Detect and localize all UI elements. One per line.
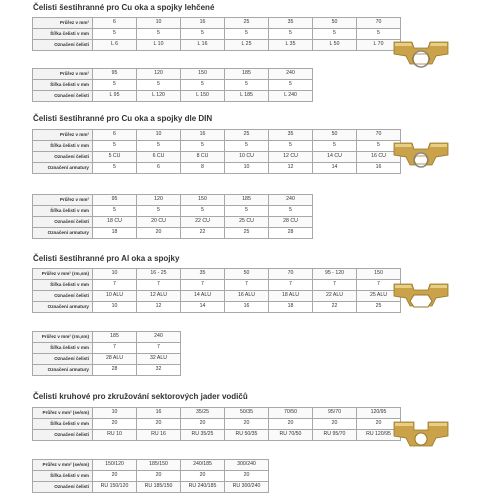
- row-label: Průřez v mm² (se/sm): [33, 460, 93, 471]
- table-cell: 7: [93, 343, 137, 354]
- table-cell: 10 CU: [225, 152, 269, 163]
- table-row: [33, 40, 401, 51]
- table-cell: 10: [137, 130, 181, 141]
- table-cell: 22 ALU: [313, 291, 357, 302]
- table-cell: 10: [93, 269, 137, 280]
- table-cell: 10: [93, 408, 137, 419]
- table-cell: 120: [137, 195, 181, 206]
- table-cell: 35: [181, 269, 225, 280]
- row-label: Šířka čelisti v mm: [33, 29, 93, 40]
- table-row: [33, 163, 401, 174]
- table-row: [33, 291, 401, 302]
- table-cell: 20: [357, 419, 401, 430]
- table-cell: L 240: [269, 91, 313, 102]
- table-cell: 12 CU: [269, 152, 313, 163]
- row-label: Šířka čelisti v mm: [33, 206, 93, 217]
- row-label: Průřez v mm² (rm,sm): [33, 332, 93, 343]
- row-label: Označení čelisti: [33, 91, 93, 102]
- table-cell: RU 70/50: [269, 430, 313, 441]
- table-cell: 5: [313, 29, 357, 40]
- row-label: Označení čelisti: [33, 430, 93, 441]
- table-cell: 28 ALU: [93, 354, 137, 365]
- table-row: [33, 471, 269, 482]
- row-label: Označení čelisti: [33, 482, 93, 493]
- table-cell: L 16: [181, 40, 225, 51]
- table-cell: 7: [313, 280, 357, 291]
- table-cell: 25 CU: [225, 217, 269, 228]
- table-row: [33, 152, 401, 163]
- table-cell: 95/70: [313, 408, 357, 419]
- table-cell: L 25: [225, 40, 269, 51]
- table-cell: 5: [181, 141, 225, 152]
- table-cell: 12 ALU: [137, 291, 181, 302]
- table-cell: 20: [93, 471, 137, 482]
- table-cell: 7: [357, 280, 401, 291]
- table-cell: RU 120/95: [357, 430, 401, 441]
- table-cell: 20: [181, 471, 225, 482]
- table-cell: L 95: [93, 91, 137, 102]
- table-cell: L 35: [269, 40, 313, 51]
- table-cell: 185/150: [137, 460, 181, 471]
- hexagonal-crimp-jaw-icon: [392, 135, 450, 175]
- table-cell: 16 CU: [357, 152, 401, 163]
- table-cell: 16: [225, 302, 269, 313]
- table-cell: L 70: [357, 40, 401, 51]
- table-cell: 35: [269, 18, 313, 29]
- table-cell: L 6: [93, 40, 137, 51]
- table-cell: 14 ALU: [181, 291, 225, 302]
- table-cell: 70/50: [269, 408, 313, 419]
- table-cell: 5: [137, 206, 181, 217]
- table-cell: 5 CU: [93, 152, 137, 163]
- table-cell: 5: [93, 29, 137, 40]
- row-label: Označení čelisti: [33, 354, 93, 365]
- row-label: Označení čelisti: [33, 217, 93, 228]
- row-label: Označení armatury: [33, 302, 93, 313]
- row-label: Označení armatury: [33, 365, 93, 376]
- table-cell: 18: [269, 302, 313, 313]
- table-row: [33, 18, 401, 29]
- table-cell: 5: [93, 206, 137, 217]
- section-title: Čelisti šestihranné pro Al oka a spojky: [33, 254, 180, 263]
- table-cell: 25: [225, 18, 269, 29]
- table-cell: RU 35/25: [181, 430, 225, 441]
- row-label: Šířka čelisti v mm: [33, 471, 93, 482]
- table-cell: 5: [225, 206, 269, 217]
- table-cell: 10: [93, 302, 137, 313]
- table-cell: L 185: [225, 91, 269, 102]
- table-cell: 16 - 25: [137, 269, 181, 280]
- table-cell: 14 CU: [313, 152, 357, 163]
- table-cell: 120/95: [357, 408, 401, 419]
- table-row: [33, 80, 313, 91]
- spec-table: [32, 459, 269, 493]
- table-cell: 185: [225, 195, 269, 206]
- table-cell: 6 CU: [137, 152, 181, 163]
- table-row: [33, 29, 401, 40]
- table-row: [33, 419, 401, 430]
- table-cell: 5: [357, 141, 401, 152]
- table-cell: RU 16: [137, 430, 181, 441]
- table-cell: 240: [269, 69, 313, 80]
- table-cell: 5: [225, 29, 269, 40]
- table-cell: 5: [269, 80, 313, 91]
- table-row: [33, 365, 181, 376]
- spec-table: [32, 129, 401, 174]
- row-label: Šířka čelisti v mm: [33, 343, 93, 354]
- table-cell: 20: [137, 419, 181, 430]
- table-cell: 8: [181, 163, 225, 174]
- table-cell: 14: [313, 163, 357, 174]
- table-cell: RU 95/70: [313, 430, 357, 441]
- table-cell: 95: [93, 69, 137, 80]
- row-label: Šířka čelisti v mm: [33, 419, 93, 430]
- table-cell: RU 300/240: [225, 482, 269, 493]
- row-label: Šířka čelisti v mm: [33, 80, 93, 91]
- table-cell: 6: [93, 18, 137, 29]
- table-cell: 35/25: [181, 408, 225, 419]
- table-cell: 20: [225, 419, 269, 430]
- table-cell: 18: [93, 228, 137, 239]
- table-cell: 7: [93, 280, 137, 291]
- table-row: [33, 354, 181, 365]
- table-row: [33, 141, 401, 152]
- table-cell: 32 ALU: [137, 354, 181, 365]
- table-row: [33, 228, 313, 239]
- table-cell: RU 185/150: [137, 482, 181, 493]
- table-cell: 240: [269, 195, 313, 206]
- table-cell: 70: [357, 130, 401, 141]
- table-cell: 5: [93, 163, 137, 174]
- table-cell: 28: [93, 365, 137, 376]
- table-row: [33, 332, 181, 343]
- table-cell: 8 CU: [181, 152, 225, 163]
- table-cell: 6: [93, 130, 137, 141]
- spec-table: [32, 194, 313, 239]
- section-title: Čelisti kruhové pro zkružování sektorových jader vodičů: [33, 392, 248, 401]
- table-cell: 150: [357, 269, 401, 280]
- table-cell: 16: [357, 163, 401, 174]
- table-cell: 5: [269, 29, 313, 40]
- table-row: [33, 195, 313, 206]
- table-cell: 5: [93, 80, 137, 91]
- table-cell: 5: [269, 206, 313, 217]
- table-row: [33, 91, 313, 102]
- table-cell: 7: [225, 280, 269, 291]
- table-cell: 25 ALU: [357, 291, 401, 302]
- spec-table: [32, 407, 401, 441]
- table-cell: 25: [357, 302, 401, 313]
- table-cell: 10 ALU: [93, 291, 137, 302]
- table-cell: 5: [313, 141, 357, 152]
- table-cell: 95: [93, 195, 137, 206]
- table-cell: 5: [137, 29, 181, 40]
- table-cell: 5: [137, 141, 181, 152]
- row-label: Šířka čelisti v mm: [33, 141, 93, 152]
- hexagonal-crimp-jaw-icon: [392, 34, 450, 74]
- row-label: Průřez v mm² (rm,sm): [33, 269, 93, 280]
- table-cell: 7: [269, 280, 313, 291]
- table-cell: 5: [93, 141, 137, 152]
- table-row: [33, 460, 269, 471]
- table-cell: 7: [137, 343, 181, 354]
- table-cell: RU 240/185: [181, 482, 225, 493]
- table-cell: 20: [313, 419, 357, 430]
- table-cell: 35: [269, 130, 313, 141]
- row-label: Průřez v mm²: [33, 69, 93, 80]
- table-row: [33, 430, 401, 441]
- table-row: [33, 269, 401, 280]
- table-cell: 300/240: [225, 460, 269, 471]
- table-cell: 16: [181, 130, 225, 141]
- table-row: [33, 206, 313, 217]
- table-cell: 5: [225, 141, 269, 152]
- table-cell: L 120: [137, 91, 181, 102]
- spec-table: [32, 68, 313, 102]
- table-cell: 32: [137, 365, 181, 376]
- row-label: Označení čelisti: [33, 40, 93, 51]
- table-cell: RU 50/35: [225, 430, 269, 441]
- table-cell: 7: [137, 280, 181, 291]
- table-cell: 5: [181, 29, 225, 40]
- spec-table: [32, 17, 401, 51]
- table-cell: 5: [269, 141, 313, 152]
- table-row: [33, 482, 269, 493]
- section-title: Čelisti šestihranné pro Cu oka a spojky dle DIN: [33, 114, 213, 123]
- table-cell: 20: [269, 419, 313, 430]
- row-label: Průřez v mm²: [33, 130, 93, 141]
- table-cell: 20: [137, 471, 181, 482]
- table-cell: 20: [181, 419, 225, 430]
- row-label: Průřez v mm²: [33, 195, 93, 206]
- table-cell: 16 ALU: [225, 291, 269, 302]
- table-row: [33, 343, 181, 354]
- table-cell: 95 - 120: [313, 269, 357, 280]
- hexagonal-crimp-jaw-icon: [392, 276, 450, 316]
- table-cell: L 10: [137, 40, 181, 51]
- table-cell: 10: [225, 163, 269, 174]
- table-row: [33, 130, 401, 141]
- table-cell: 20: [225, 471, 269, 482]
- row-label: Označení armatury: [33, 228, 93, 239]
- row-label: Šířka čelisti v mm: [33, 280, 93, 291]
- table-cell: RU 10: [93, 430, 137, 441]
- table-cell: 5: [181, 80, 225, 91]
- table-cell: 16: [137, 408, 181, 419]
- row-label: Označení čelisti: [33, 152, 93, 163]
- table-cell: 20 CU: [137, 217, 181, 228]
- table-cell: 20: [93, 419, 137, 430]
- table-cell: 150/120: [93, 460, 137, 471]
- table-cell: L 50: [313, 40, 357, 51]
- table-cell: RU 150/120: [93, 482, 137, 493]
- table-cell: 5: [181, 206, 225, 217]
- row-label: Označení armatury: [33, 163, 93, 174]
- table-row: [33, 69, 313, 80]
- table-cell: 120: [137, 69, 181, 80]
- table-cell: 240/185: [181, 460, 225, 471]
- table-cell: 50: [313, 18, 357, 29]
- row-label: Označení čelisti: [33, 291, 93, 302]
- table-cell: 240: [137, 332, 181, 343]
- table-cell: 6: [137, 163, 181, 174]
- table-cell: 25: [225, 130, 269, 141]
- table-cell: 22 CU: [181, 217, 225, 228]
- spec-table: [32, 268, 401, 313]
- table-row: [33, 217, 313, 228]
- table-cell: 28 CU: [269, 217, 313, 228]
- table-cell: 14: [181, 302, 225, 313]
- table-cell: 150: [181, 195, 225, 206]
- table-cell: 12: [269, 163, 313, 174]
- table-cell: 22: [181, 228, 225, 239]
- spec-table: [32, 331, 181, 376]
- table-cell: L 150: [181, 91, 225, 102]
- table-cell: 5: [225, 80, 269, 91]
- table-cell: 50: [225, 269, 269, 280]
- table-cell: 20: [137, 228, 181, 239]
- table-cell: 150: [181, 69, 225, 80]
- round-crimp-jaw-icon: [392, 414, 450, 454]
- table-cell: 185: [93, 332, 137, 343]
- table-cell: 18 CU: [93, 217, 137, 228]
- table-cell: 70: [269, 269, 313, 280]
- table-cell: 50: [313, 130, 357, 141]
- table-cell: 7: [181, 280, 225, 291]
- table-cell: 12: [137, 302, 181, 313]
- table-row: [33, 408, 401, 419]
- table-cell: 50/35: [225, 408, 269, 419]
- table-cell: 10: [137, 18, 181, 29]
- table-cell: 28: [269, 228, 313, 239]
- table-cell: 16: [181, 18, 225, 29]
- section-title: Čelisti šestihranné pro Cu oka a spojky lehčené: [33, 3, 215, 12]
- table-cell: 22: [313, 302, 357, 313]
- table-cell: 5: [357, 29, 401, 40]
- table-row: [33, 280, 401, 291]
- table-row: [33, 302, 401, 313]
- row-label: Průřez v mm²: [33, 18, 93, 29]
- table-cell: 185: [225, 69, 269, 80]
- table-cell: 5: [137, 80, 181, 91]
- row-label: Průřez v mm² (se/sm): [33, 408, 93, 419]
- table-cell: 25: [225, 228, 269, 239]
- table-cell: 18 ALU: [269, 291, 313, 302]
- table-cell: 70: [357, 18, 401, 29]
